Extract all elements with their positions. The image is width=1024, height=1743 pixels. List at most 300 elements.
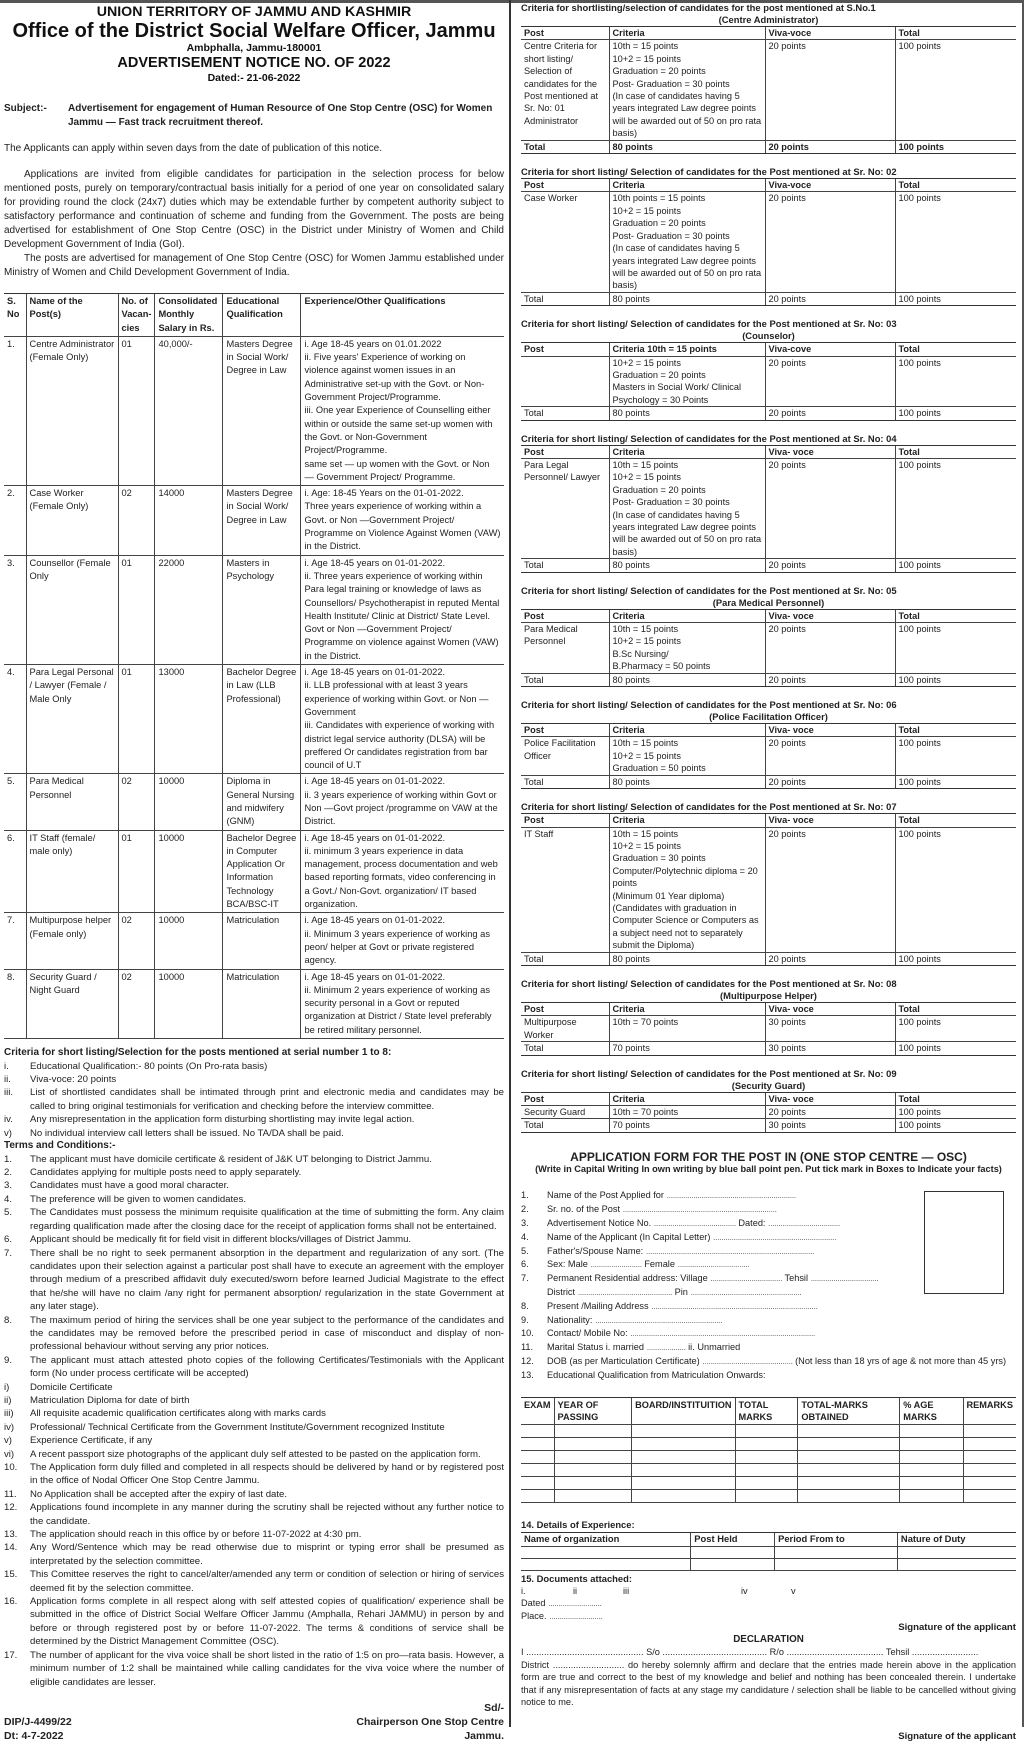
criteria-header: Viva-voce	[765, 27, 895, 40]
criteria-post: Case Worker	[524, 193, 578, 204]
declaration-body: District ............................ do hereby solemnly affirm and declare that the entries made herein above in the application form are true and correct to the best of my knowledge and belief and nothing has been concealed therein. I undertake that if any misrepresentation of facts at any stage my candidature / selection shall be liable to be cancelled without giving notice to me.	[521, 1659, 1016, 1708]
post-salary: 10000	[155, 913, 223, 969]
criteria-table-block	[521, 801, 1016, 966]
criteria-total-cell: 30 points	[765, 1119, 895, 1132]
field-blank[interactable]: ..................................................................................	[645, 1245, 815, 1256]
field-blank[interactable]: .................................................................................	[651, 1300, 818, 1311]
field-label: Name of the Applicant (In Capital Letter)	[547, 1231, 711, 1242]
edu-cell[interactable]	[798, 1490, 900, 1503]
post-education: Masters in Psychology	[223, 555, 301, 664]
post-experience: i. Age: 18-45 Years on the 01-01-2022. Three years experience of working within a Govt. or Non —Government Project/ Programme on Violence Against Women (VAW) in the District.	[301, 486, 504, 555]
item-text: Any Word/Sentence which may be read otherwise due to misprint or typing error shall be presumed as interpretated by the selection committee.	[30, 1542, 504, 1567]
field-number: 1.	[521, 1190, 529, 1201]
item-text: Application forms complete in all respect along with self attested copies of qualification/ experience shall be submitted in the office of District Social Welfare Officer Jammu (Amphalla, Rehari JAMMU) in person by and before or through registered post by or before 11-07-2022. The terms & conditions of service shall be determined by the District Management Committee (OSC).	[30, 1596, 504, 1648]
criteria-total-cell: 30 points	[765, 1042, 895, 1055]
criteria-post: Para Legal Personnel/ Lawyer	[524, 459, 601, 483]
criteria-header: Post	[521, 724, 609, 737]
intro-para-3: The posts are advertised for management of One Stop Centre (OSC) for Women Jammu established under Ministry of Women and Child Development Government of India.	[4, 253, 504, 278]
form-field[interactable]	[521, 1355, 1016, 1369]
edu-cell[interactable]	[632, 1464, 735, 1477]
criteria-total-cell: 80 points	[609, 140, 765, 153]
edu-cell[interactable]	[735, 1490, 798, 1503]
field-label: Permanent Residential address: Village	[547, 1273, 708, 1284]
item-text: Experience Certificate, if any	[30, 1435, 153, 1447]
edu-cell[interactable]	[554, 1490, 632, 1503]
edu-cell[interactable]	[798, 1438, 900, 1451]
form-field[interactable]	[521, 1369, 1016, 1383]
criteria-table-subtitle: (Security Guard)	[731, 1079, 806, 1091]
item-number: i)	[4, 1381, 10, 1393]
item-text: Viva-voce: 20 points	[30, 1074, 117, 1086]
edu-header: YEAR OF PASSING	[554, 1397, 632, 1425]
list-item	[4, 1354, 504, 1381]
declaration-line-1[interactable]: I .............................................. S/o ......................................... R/o ...................................... Tehsil ..........................	[521, 1646, 979, 1657]
post-experience: i. Age 18-45 years on 01-01-2022. ii. 3 years experience of working within Govt or Non —Govt project /programme on VAW at the District.	[301, 774, 504, 830]
criteria-total: 100 points	[895, 623, 1016, 674]
criteria-table-title: Criteria for short listing/ Selection of candidates for the Post mentioned at Sr. No: 06	[521, 699, 897, 711]
edu-row	[521, 1490, 1016, 1503]
edu-cell[interactable]	[900, 1438, 963, 1451]
post-sno: 3.	[4, 555, 26, 664]
criteria-table-subtitle: (Counselor)	[742, 330, 795, 342]
exp-cell[interactable]	[775, 1558, 898, 1570]
list-item	[4, 1528, 504, 1541]
post-salary: 14000	[155, 486, 223, 555]
item-text: This Comittee reserves the right to cancel/alter/amended any term or condition of selection or hiring of services deemed fit by the selection committee.	[30, 1569, 504, 1594]
post-row	[4, 774, 504, 830]
list-item	[4, 1153, 504, 1166]
field-number: 4.	[521, 1231, 529, 1242]
field-blank[interactable]: ...........................................................................	[622, 1204, 777, 1215]
criteria-total-cell: Total	[521, 292, 609, 305]
edu-cell[interactable]	[735, 1438, 798, 1451]
edu-cell[interactable]	[632, 1451, 735, 1464]
criteria-total: 100 points	[895, 1016, 1016, 1042]
edu-cell[interactable]	[521, 1438, 554, 1451]
field-blank-2[interactable]: .................................	[810, 1273, 879, 1284]
criteria-total: 100 points	[895, 192, 1016, 292]
criteria-total: 100 points	[895, 458, 1016, 558]
post-sno: 2.	[4, 486, 26, 555]
office-heading: Office of the District Social Welfare Officer, Jammu	[12, 20, 496, 42]
edu-cell[interactable]	[521, 1477, 554, 1490]
field-blank[interactable]: ............................................	[702, 1355, 793, 1366]
signature-applicant-1: Signature of the applicant	[898, 1621, 1016, 1633]
dated-line[interactable]: Dated ..........................	[521, 1598, 602, 1609]
criteria-total-cell: 100 points	[895, 775, 1016, 788]
declaration-title: DECLARATION	[733, 1633, 804, 1645]
edu-cell[interactable]	[900, 1464, 963, 1477]
field-blank[interactable]: ...............................................................	[666, 1190, 796, 1201]
form-field[interactable]	[521, 1341, 1016, 1355]
item-number: 13.	[4, 1529, 18, 1541]
item-number: i.	[4, 1060, 9, 1072]
edu-cell[interactable]	[963, 1490, 1016, 1503]
item-number: 5.	[4, 1207, 13, 1219]
list-item	[4, 1568, 504, 1595]
list-item	[4, 1649, 504, 1689]
criteria-criteria: 10+2 = 15 points Graduation = 20 points Masters in Social Work/ Clinical Psychology = 30 Points	[609, 356, 765, 407]
criteria-total-cell: 20 points	[765, 140, 895, 153]
item-text: The maximum period of hiring the services shall be one year subject to the performance of the candidates and the candidates may be removed before the prescribed period in case of misconduct and display of non-professional behaviour without serving any prior notices.	[30, 1314, 504, 1353]
criteria-header: Total	[895, 1092, 1016, 1105]
criteria-total: 100 points	[895, 40, 1016, 140]
edu-cell[interactable]	[521, 1451, 554, 1464]
criteria-total-row	[521, 1042, 1016, 1055]
exp-cell[interactable]	[897, 1546, 1016, 1558]
criteria-table	[521, 342, 1016, 420]
col-education: Educational Qualification	[223, 294, 301, 337]
list-item	[4, 1595, 504, 1649]
criteria-total-cell: 80 points	[609, 292, 765, 305]
list-item	[4, 1193, 504, 1206]
exp-cell[interactable]	[521, 1558, 691, 1570]
list-item	[4, 1461, 504, 1488]
criteria-general-title: Criteria for short listing/Selection for the posts mentioned at serial number 1 to 8:	[4, 1047, 392, 1059]
criteria-total-cell: 70 points	[609, 1042, 765, 1055]
criteria-viva: 30 points	[765, 1016, 895, 1042]
criteria-criteria: 10th = 70 points	[609, 1106, 765, 1119]
list-item	[4, 1073, 504, 1086]
criteria-total: 100 points	[895, 356, 1016, 407]
item-text: Applicant should be medically fit for field visit in different blocks/villages of District Jammu.	[30, 1234, 412, 1246]
criteria-total-row	[521, 292, 1016, 305]
list-item	[4, 1541, 504, 1568]
criteria-criteria: 10th points = 15 points 10+2 = 15 points Graduation = 20 points Post- Graduation = 30 points (In case of candidates having 5 years integrated Law degree points will be awarded out of 50 on pro rata basis)	[609, 192, 765, 292]
edu-cell[interactable]	[554, 1425, 632, 1438]
item-number: 14.	[4, 1542, 18, 1554]
post-post-name: Counsellor (Female Only	[26, 555, 118, 664]
field-blank[interactable]: ........................................	[653, 1218, 736, 1228]
item-text: The Application form duly filled and completed in all respects should be delivered by hand or by registered post in the office of Nodal Officer One Stop Centre Jammu.	[30, 1462, 504, 1487]
edu-cell[interactable]	[963, 1438, 1016, 1451]
criteria-header: Viva- voce	[765, 814, 895, 827]
exp-cell[interactable]	[691, 1546, 775, 1558]
post-vacancies: 02	[118, 913, 155, 969]
criteria-header: Criteria	[609, 724, 765, 737]
criteria-row	[521, 40, 1016, 140]
criteria-row	[521, 827, 1016, 952]
field-label: District	[547, 1286, 576, 1297]
field-label: Present /Mailing Address	[547, 1300, 649, 1311]
form-field[interactable]	[521, 1314, 1016, 1328]
item-number: iv)	[4, 1421, 15, 1433]
criteria-total-cell: 100 points	[895, 407, 1016, 420]
criteria-total-row	[521, 140, 1016, 153]
field-label: DOB (as per Marticulation Certificate)	[547, 1355, 700, 1366]
post-vacancies: 01	[118, 665, 155, 774]
criteria-total-cell: 80 points	[609, 407, 765, 420]
criteria-header: Total	[895, 27, 1016, 40]
edu-cell[interactable]	[735, 1477, 798, 1490]
document-slot[interactable]: v	[791, 1586, 796, 1597]
criteria-table	[521, 445, 1016, 573]
field-blank[interactable]: .........................	[590, 1259, 642, 1270]
item-number: ii)	[4, 1394, 12, 1406]
field-number: 12.	[521, 1355, 534, 1366]
item-text: The Candidates must possess the minimum requisite qualification at the time of submitting the form. Any claim regarding qualification made after the closing dace for the receipt of application forms shall not be entertained.	[30, 1207, 504, 1232]
field-blank-2[interactable]: ...................................	[768, 1218, 840, 1228]
criteria-header: Viva-voce	[765, 179, 895, 192]
edu-cell[interactable]	[632, 1438, 735, 1451]
post-vacancies: 01	[118, 555, 155, 664]
post-salary: 10000	[155, 774, 223, 830]
criteria-table-title: Criteria for short listing/ Selection of candidates for the Post mentioned at Sr. No: 05	[521, 584, 897, 596]
edu-cell[interactable]	[521, 1490, 554, 1503]
edu-cell[interactable]	[554, 1438, 632, 1451]
item-number: 12.	[4, 1502, 18, 1514]
criteria-table-title: Criteria for short listing/ Selection of candidates for the Post mentioned at Sr. No: 04	[521, 432, 897, 444]
field-blank-2[interactable]: ...................................	[677, 1259, 750, 1270]
documents-list	[521, 1585, 1016, 1597]
criteria-table-block	[521, 1068, 1016, 1133]
list-item	[4, 1488, 504, 1501]
criteria-total: 100 points	[895, 737, 1016, 775]
post-experience: i. Age 18-45 years on 01-01-2022. ii. LLB professional with at least 3 years experience of working within Govt. or Non — Government iii. Candidates with experience of working with district legal service authority (DLSA) will be preffered Or candidates registration from bar council of U.T	[301, 665, 504, 774]
field-blank[interactable]: ............................................................	[712, 1231, 837, 1242]
post-row	[4, 665, 504, 774]
item-text: No individual interview call letters shall be issued. No TA/DA shall be paid.	[30, 1127, 344, 1139]
criteria-table-subtitle: (Centre Administrator)	[718, 14, 819, 25]
terms-title: Terms and Conditions:-	[4, 1140, 116, 1152]
criteria-total-cell: 80 points	[609, 559, 765, 572]
item-text: The applicant must have domicile certificate & resident of J&K UT belonging to District Jammu.	[30, 1153, 432, 1165]
item-number: 6.	[4, 1234, 13, 1246]
list-item	[4, 1407, 504, 1420]
criteria-total-cell: 20 points	[765, 292, 895, 305]
field-number: 5.	[521, 1245, 529, 1256]
col-post: Name of the Post(s)	[26, 294, 118, 337]
edu-cell[interactable]	[554, 1477, 632, 1490]
post-sno: 4.	[4, 665, 26, 774]
application-form-subtitle: (Write in Capital Writing In own writing by blue ball point pen. Put tick mark in Boxes to Indicate your facts)	[535, 1164, 1002, 1175]
document-slot[interactable]: iii	[623, 1586, 630, 1597]
ut-heading: UNION TERRITORY OF JAMMU AND KASHMIR	[96, 4, 412, 20]
criteria-table	[521, 813, 1016, 966]
edu-cell[interactable]	[798, 1464, 900, 1477]
criteria-header: Post	[521, 814, 609, 827]
form-field[interactable]	[521, 1300, 1016, 1314]
edu-cell[interactable]	[798, 1477, 900, 1490]
item-text: The number of applicant for the viva voice shall be short listed in the ratio of 1:5 on pro—rata basis. However, a minimum number of 1:2 shall be maintained while calling candidates for the viva voice where the number of eligible candidates are lesser.	[30, 1649, 504, 1688]
list-item	[4, 1166, 504, 1179]
exp-cell[interactable]	[521, 1546, 691, 1558]
col-salary: Consolidated Monthly Salary in Rs.	[155, 294, 223, 337]
criteria-criteria: 10th = 70 points	[609, 1016, 765, 1042]
edu-cell[interactable]	[632, 1425, 735, 1438]
edu-cell[interactable]	[735, 1425, 798, 1438]
item-number: iv.	[4, 1114, 13, 1126]
place-line[interactable]: Place. ..........................	[521, 1610, 603, 1621]
criteria-tables	[521, 2, 1016, 1133]
criteria-table	[521, 26, 1016, 154]
item-text: List of shortlisted candidates shall be intimated through print and electronic media and candidates may be called to bring original testimonials for verification and checking before the interview committee.	[30, 1087, 504, 1112]
criteria-table-block	[521, 978, 1016, 1056]
edu-cell[interactable]	[521, 1464, 554, 1477]
list-item	[4, 1113, 504, 1126]
list-item	[4, 1179, 504, 1192]
criteria-table-subtitle: (Multipurpose Helper)	[720, 989, 817, 1001]
criteria-total-cell: 80 points	[609, 673, 765, 686]
terms-list	[4, 1153, 504, 1689]
criteria-header: Viva- voce	[765, 609, 895, 622]
criteria-header: Total	[895, 1002, 1016, 1015]
exp-cell[interactable]	[897, 1558, 1016, 1570]
edu-cell[interactable]	[735, 1464, 798, 1477]
edu-cell[interactable]	[963, 1451, 1016, 1464]
edu-cell[interactable]	[632, 1490, 735, 1503]
field-blank[interactable]: ..............................................................	[595, 1314, 723, 1325]
edu-cell[interactable]	[900, 1490, 963, 1503]
criteria-post: Security Guard	[524, 1107, 586, 1117]
edu-cell[interactable]	[554, 1464, 632, 1477]
criteria-criteria: 10th = 15 points 10+2 = 15 points Graduation = 20 points Post- Graduation = 30 points (In case of candidates having 5 years integrated Law degree points will be awarded out of 50 on pro rata basis)	[609, 458, 765, 558]
item-text: Domicile Certificate	[30, 1381, 113, 1393]
field-number: 11.	[521, 1342, 534, 1353]
criteria-total-cell: Total	[521, 952, 609, 965]
item-text: Professional/ Technical Certificate from the Government Institute/Government recognized Institute	[30, 1421, 445, 1433]
field-label: Father's/Spouse Name:	[547, 1245, 644, 1256]
edu-cell[interactable]	[554, 1451, 632, 1464]
field-number: 9.	[521, 1314, 529, 1325]
field-blank[interactable]: ...................	[646, 1342, 686, 1353]
exp-cell[interactable]	[775, 1546, 898, 1558]
edu-cell[interactable]	[521, 1425, 554, 1438]
item-number: 9.	[4, 1354, 13, 1366]
item-number: vi)	[4, 1448, 15, 1460]
field-label: Contact/ Mobile No:	[547, 1328, 628, 1339]
criteria-table-block	[521, 318, 1016, 420]
criteria-header: Criteria	[609, 445, 765, 458]
criteria-header: Total	[895, 343, 1016, 356]
notice-date: Dated:- 21-06-2022	[207, 72, 301, 84]
criteria-viva: 20 points	[765, 737, 895, 775]
list-item	[4, 1247, 504, 1314]
edu-cell[interactable]	[798, 1451, 900, 1464]
edu-row	[521, 1451, 1016, 1464]
criteria-total-cell: 100 points	[895, 140, 1016, 153]
edu-cell[interactable]	[963, 1425, 1016, 1438]
criteria-criteria: 10th = 15 points 10+2 = 15 points B.Sc Nursing/ B.Pharmacy = 50 points	[609, 623, 765, 674]
edu-cell[interactable]	[798, 1425, 900, 1438]
criteria-table-block	[521, 433, 1016, 573]
criteria-header: Post	[521, 1002, 609, 1015]
criteria-header: Post	[521, 609, 609, 622]
criteria-row	[521, 737, 1016, 775]
signed: Sd/-	[484, 1701, 504, 1714]
experience-title: 14. Details of Experience:	[521, 1519, 635, 1531]
edu-header: TOTAL-MARKS OBTAINED	[798, 1397, 900, 1425]
post-education: Bachelor Degree in Computer Application Or Information Technology BCA/BSC-IT	[223, 830, 301, 913]
field-label: Marital Status i. married	[547, 1342, 645, 1353]
signatory-place: Jammu.	[464, 1729, 504, 1742]
form-field[interactable]	[521, 1327, 1016, 1341]
edu-cell[interactable]	[963, 1477, 1016, 1490]
edu-cell[interactable]	[632, 1477, 735, 1490]
edu-header: REMARKS	[963, 1397, 1016, 1425]
criteria-header: Total	[895, 179, 1016, 192]
criteria-total-cell: 70 points	[609, 1119, 765, 1132]
exp-cell[interactable]	[691, 1558, 775, 1570]
criteria-table	[521, 1002, 1016, 1056]
edu-header: EXAM	[521, 1397, 554, 1425]
signatory-designation: Chairperson One Stop Centre	[356, 1715, 504, 1728]
document-slot[interactable]: ii	[573, 1586, 578, 1597]
field-label: Nationality:	[547, 1314, 593, 1325]
field-label-2: ii. Unmarried	[688, 1342, 741, 1353]
document-slot[interactable]: i.	[521, 1586, 526, 1597]
criteria-row	[521, 356, 1016, 407]
criteria-row	[521, 1016, 1016, 1042]
field-blank[interactable]: ..........................................................................................	[630, 1328, 815, 1339]
list-item	[4, 1314, 504, 1354]
post-vacancies: 02	[118, 486, 155, 555]
criteria-total-cell: 100 points	[895, 673, 1016, 686]
post-post-name: Centre Administrator (Female Only)	[26, 336, 118, 485]
criteria-header: Total	[895, 724, 1016, 737]
criteria-header: Post	[521, 27, 609, 40]
field-label: Educational Qualification from Matriculation Onwards:	[547, 1369, 766, 1380]
edu-cell[interactable]	[963, 1464, 1016, 1477]
criteria-total-cell: 100 points	[895, 1042, 1016, 1055]
criteria-header: Total	[895, 814, 1016, 827]
criteria-table	[521, 723, 1016, 789]
field-number: 8.	[521, 1300, 529, 1311]
edu-cell[interactable]	[900, 1477, 963, 1490]
item-text: Candidates must have a good moral character.	[30, 1180, 229, 1192]
post-post-name: Para Medical Personnel	[26, 774, 118, 830]
list-item	[4, 1060, 504, 1073]
office-address: Ambphalla, Jammu-180001	[186, 42, 322, 54]
document-slot[interactable]: iv	[741, 1586, 748, 1597]
criteria-table-block	[521, 585, 1016, 687]
photo-box[interactable]	[924, 1191, 1004, 1294]
criteria-total-cell: 100 points	[895, 292, 1016, 305]
criteria-total-row	[521, 559, 1016, 572]
exp-header: Nature of Duty	[897, 1532, 1016, 1546]
item-text: Candidates applying for multiple posts need to apply separately.	[30, 1167, 302, 1179]
criteria-total-cell: 20 points	[765, 775, 895, 788]
criteria-total-cell: 20 points	[765, 559, 895, 572]
application-form-title: APPLICATION FORM FOR THE POST IN (ONE STOP CENTRE — OSC)	[570, 1149, 967, 1164]
criteria-viva: 20 points	[765, 356, 895, 407]
edu-cell[interactable]	[900, 1451, 963, 1464]
field-blank[interactable]: ...................................	[710, 1273, 783, 1284]
post-post-name: Security Guard / Night Guard	[26, 969, 118, 1038]
item-number: 3.	[4, 1180, 13, 1192]
list-item	[4, 1448, 504, 1461]
edu-cell[interactable]	[735, 1451, 798, 1464]
col-sno: S. No	[4, 294, 26, 337]
item-text: The application should reach in this office by or before 11-07-2022 at 4:30 pm.	[30, 1529, 362, 1541]
criteria-row	[521, 1106, 1016, 1119]
criteria-table-title: Criteria for short listing/ Selection of candidates for the Post mentioned at Sr. No: 08	[521, 977, 897, 989]
field-blank[interactable]: ..............................................	[577, 1286, 673, 1297]
edu-header: BOARD/INSTITUITION	[632, 1397, 735, 1425]
post-education: Matriculation	[223, 969, 301, 1038]
field-blank-2[interactable]: ......................................................	[690, 1286, 802, 1297]
criteria-total-cell: Total	[521, 1119, 609, 1132]
post-education: Masters Degree in Social Work/ Degree in Law	[223, 486, 301, 555]
criteria-header: Post	[521, 445, 609, 458]
col-vacancies: No. of Vacan-cies	[118, 294, 155, 337]
col-experience: Experience/Other Qualifications	[301, 294, 504, 337]
criteria-total: 100 points	[895, 1106, 1016, 1119]
item-number: v)	[4, 1435, 12, 1447]
edu-cell[interactable]	[900, 1425, 963, 1438]
field-label: Advertisement Notice No.	[547, 1218, 652, 1228]
notice-heading: ADVERTISEMENT NOTICE NO. OF 2022	[117, 55, 391, 71]
